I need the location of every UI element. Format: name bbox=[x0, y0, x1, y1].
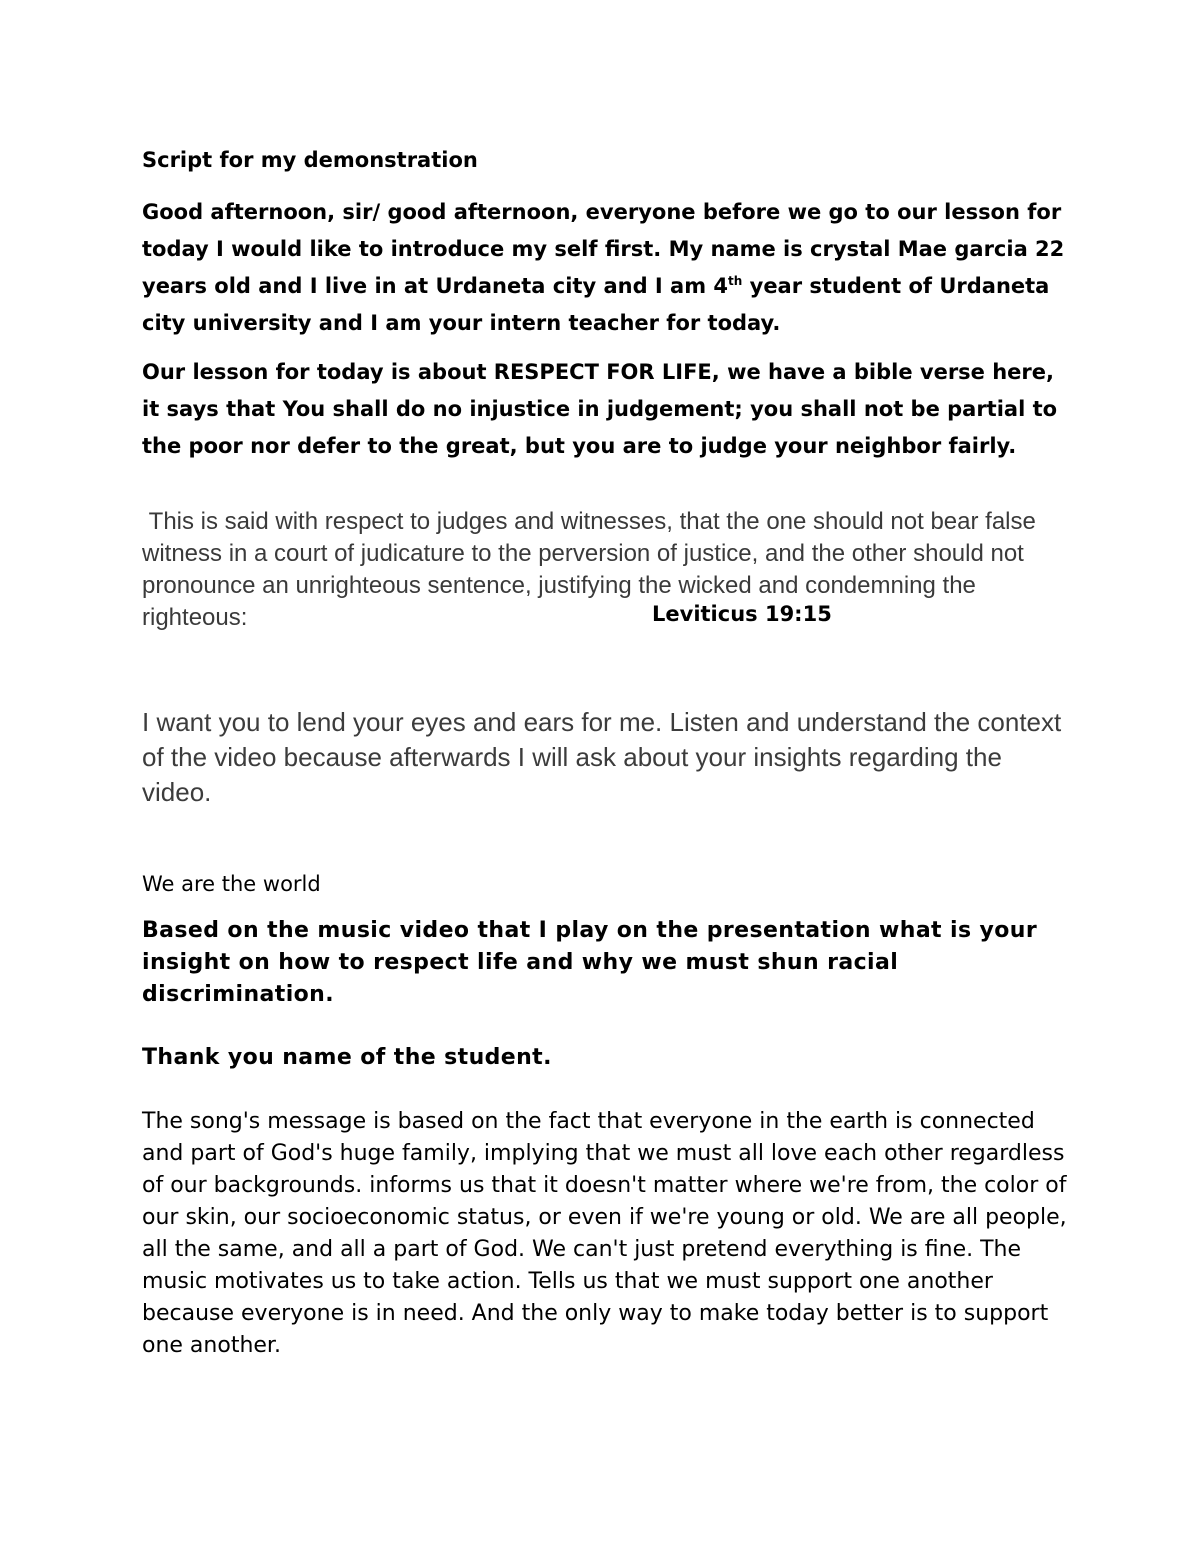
commentary-block bbox=[142, 506, 1072, 646]
instruction-paragraph: I want you to lend your eyes and ears for me. Listen and understand the context of the video because afterwards I will ask about your insights regarding the video. bbox=[142, 707, 1062, 807]
intro-text-continued: year student of Urdaneta city university and I am your intern teacher for today. bbox=[142, 274, 1050, 335]
song-title: We are the world bbox=[142, 872, 321, 896]
intro-superscript: th bbox=[728, 274, 743, 288]
commentary-paragraph: This is said with respect to judges and witnesses, that the one should not bear false witness in a court of judicature to the perversion of justice, and the other should not pronounce an unrighteous sentence, justifying the wicked and condemning the righteous: bbox=[142, 508, 1043, 631]
intro-paragraph bbox=[142, 194, 1072, 342]
question-paragraph: Based on the music video that I play on the presentation what is your insight on how to respect life and why we must shun racial discrimination. bbox=[142, 918, 1038, 1007]
verse-reference: Leviticus 19:15 bbox=[652, 602, 832, 626]
lesson-paragraph: Our lesson for today is about RESPECT FOR LIFE, we have a bible verse here, it says that You shall do no injustice in judgement; you shall not be partial to the poor nor defer to the great, but you are to judge your neighbor fairly. bbox=[142, 360, 1058, 458]
document-title: Script for my demonstration bbox=[142, 148, 478, 172]
answer-paragraph: The song's message is based on the fact that everyone in the earth is connected and part of God's huge family, implying that we must all love each other regardless of our backgrounds. informs us that it doesn't matter where we're from, the color of our skin, our socioeconomic status, or even if we're young or old. We are all people, all the same, and all a part of God. We can't just pretend everything is fine. The music motivates us to take action. Tells us that we must support one another because everyone is in need. And the only way to make today better is to support one another. bbox=[142, 1109, 1067, 1358]
intro-text: Good afternoon, sir/ good afternoon, everyone before we go to our lesson for today I would like to introduce my self first. My name is crystal Mae garcia 22 years old and I live in at Urdaneta city and I am 4 bbox=[142, 200, 1065, 298]
thanks-line: Thank you name of the student. bbox=[142, 1045, 552, 1070]
